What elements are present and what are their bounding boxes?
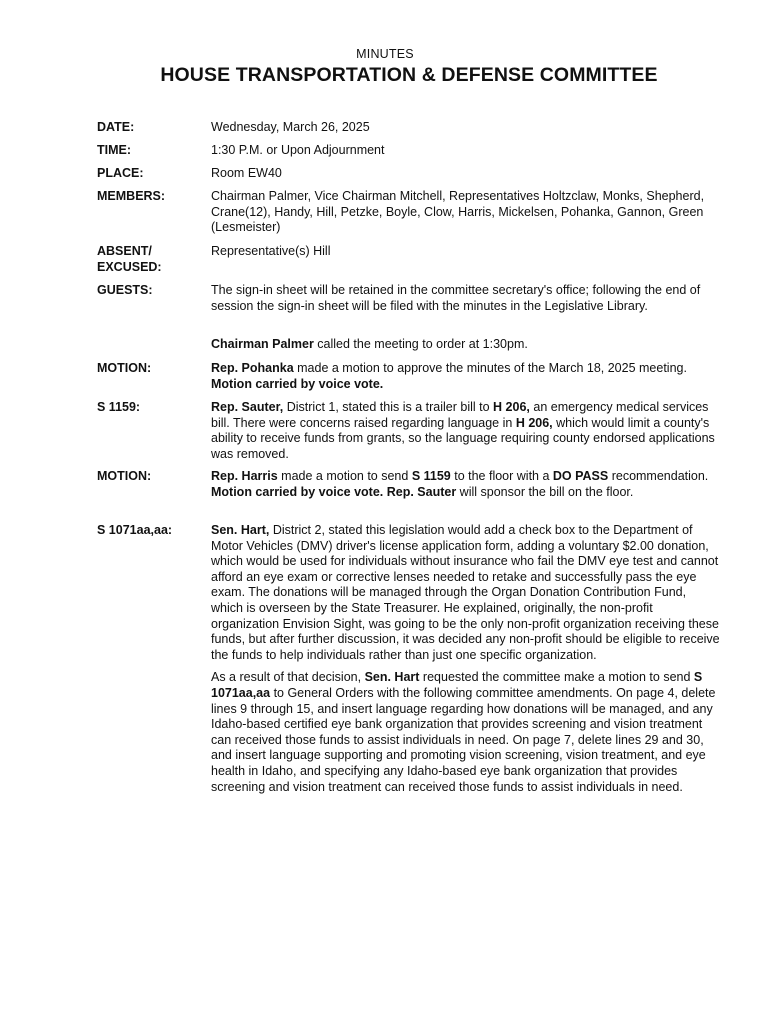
guests-value: The sign-in sheet will be retained in the committee secretary's office; following the end of session the sign-in sheet will be filed with the minutes in the Legislative Library. bbox=[211, 283, 701, 313]
s1071-paragraph-1: Sen. Hart, District 2, stated this legislation would add a check box to the Department of Motor Vehicles (DMV) driver's license application form, adding a voluntary $2.00 donation, which would be used for individuals without insurance who fail the DMV eye test and cannot afford an eye exam or corrective lenses needed to retake and successfully pass the eye exam. The donations will be managed through the Organ Donation Contribution Fund, which is overseen by the State Treasurer. He explained, originally, the non-profit organization Envision Sight, was going to be the only non-profit organization receiving these funds, but after further discussion, it was decided any non-profit should be eligible to receive the funds to help individuals rather than just one specific organization. bbox=[211, 523, 720, 662]
chairman-name: Chairman Palmer bbox=[211, 337, 314, 351]
absent-value: Representative(s) Hill bbox=[211, 244, 331, 258]
call-to-order-text: Chairman Palmer called the meeting to order at 1:30pm. bbox=[211, 337, 528, 351]
committee-title: HOUSE TRANSPORTATION & DEFENSE COMMITTEE bbox=[160, 64, 658, 86]
motion-label: MOTION: bbox=[97, 469, 152, 483]
absent-label bbox=[97, 244, 207, 275]
s1159-label: S 1159: bbox=[97, 400, 141, 414]
time-value: 1:30 P.M. or Upon Adjournment bbox=[211, 143, 385, 157]
motion-s1159-text: Rep. Harris made a motion to send S 1159 to the floor with a DO PASS recommendation. Motion carried by voice vote. Rep. Sauter will sponsor the bill on the floor. bbox=[211, 469, 709, 499]
place-label: PLACE: bbox=[97, 166, 144, 180]
s1159-text: Rep. Sauter, District 1, stated this is a trailer bill to H 206, an emergency medical services bill. There were concerns raised regarding language in H 206, which would limit a county's ability to receive funds from grants, so the language requiring county endorsed applications was removed. bbox=[211, 400, 715, 461]
members-label: MEMBERS: bbox=[97, 189, 166, 203]
guests-label: GUESTS: bbox=[97, 283, 153, 297]
place-value: Room EW40 bbox=[211, 166, 282, 180]
s1071-text bbox=[211, 523, 721, 795]
motion-minutes-text: Rep. Pohanka made a motion to approve the minutes of the March 18, 2025 meeting. Motion carried by voice vote. bbox=[211, 361, 687, 391]
absent-label-line1: ABSENT/ bbox=[97, 244, 152, 258]
document-kicker: MINUTES bbox=[356, 47, 414, 61]
s1071-label: S 1071aa,aa: bbox=[97, 523, 173, 537]
motion-label: MOTION: bbox=[97, 361, 152, 375]
date-value: Wednesday, March 26, 2025 bbox=[211, 120, 370, 134]
members-value: Chairman Palmer, Vice Chairman Mitchell, Representatives Holtzclaw, Monks, Shepherd, Crane(12), Handy, Hill, Petzke, Boyle, Clow, Harris, Mickelsen, Pohanka, Gannon, Green (Lesmeister) bbox=[211, 189, 705, 235]
s1071-paragraph-2: As a result of that decision, Sen. Hart requested the committee make a motion to send S 1071aa,aa to General Orders with the following committee amendments. On page 4, delete lines 9 through 15, and insert language regarding how donations will be managed, and any Idaho-based certified eye bank organization that provides screening and vision treatment can received those funds to assist individuals in need. On page 7, delete lines 29 and 30, and insert language supporting and promoting vision screening, vision treatment, and eye health in Idaho, and specifying any Idaho-based eye bank organization that provides screening and vision treatment can received those funds to assist individuals in need. bbox=[211, 670, 716, 794]
date-label: DATE: bbox=[97, 120, 135, 134]
absent-label-line2: EXCUSED: bbox=[97, 259, 162, 274]
time-label: TIME: bbox=[97, 143, 132, 157]
